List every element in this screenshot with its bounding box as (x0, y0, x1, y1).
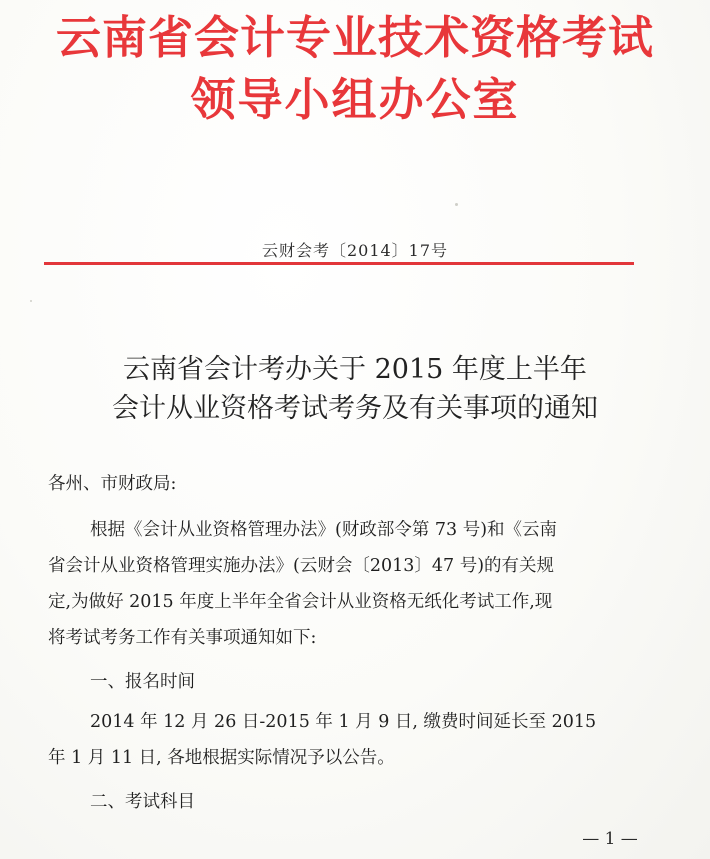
document-number: 云财会考〔2014〕17号 (261, 241, 449, 260)
paragraph-1-line-3: 定,为做好 2015 年度上半年全省会计从业资格无纸化考试工作,现 (48, 592, 553, 612)
section-2-heading: 二、考试科目 (90, 792, 195, 812)
letterhead-line-1: 云南省会计专业技术资格考试 (55, 11, 654, 64)
paragraph-2-line-1: 2014 年 12 月 26 日-2015 年 1 月 9 日, 缴费时间延长至 2015 (90, 712, 597, 732)
salutation: 各州、市财政局: (48, 474, 177, 494)
paragraph-1-line-2: 省会计从业资格管理实施办法》(云财会〔2013〕47 号)的有关规 (48, 556, 555, 576)
scan-speck (455, 203, 458, 206)
section-1-heading: 一、报名时间 (90, 672, 195, 692)
notice-title-line-2: 会计从业资格考试考务及有关事项的通知 (112, 393, 598, 424)
notice-title-line-1: 云南省会计考办关于 2015 年度上半年 (123, 354, 587, 385)
paragraph-2-line-2: 年 1 月 11 日, 各地根据实际情况予以公告。 (48, 748, 395, 768)
page-number: — 1 — (582, 829, 638, 849)
scan-speck (30, 300, 32, 302)
letterhead-line-2: 领导小组办公室 (190, 73, 520, 126)
red-divider-rule (44, 262, 634, 265)
paragraph-1-line-4: 将考试考务工作有关事项通知如下: (48, 628, 317, 648)
paragraph-1-line-1: 根据《会计从业资格管理办法》(财政部令第 73 号)和《云南 (90, 520, 558, 540)
